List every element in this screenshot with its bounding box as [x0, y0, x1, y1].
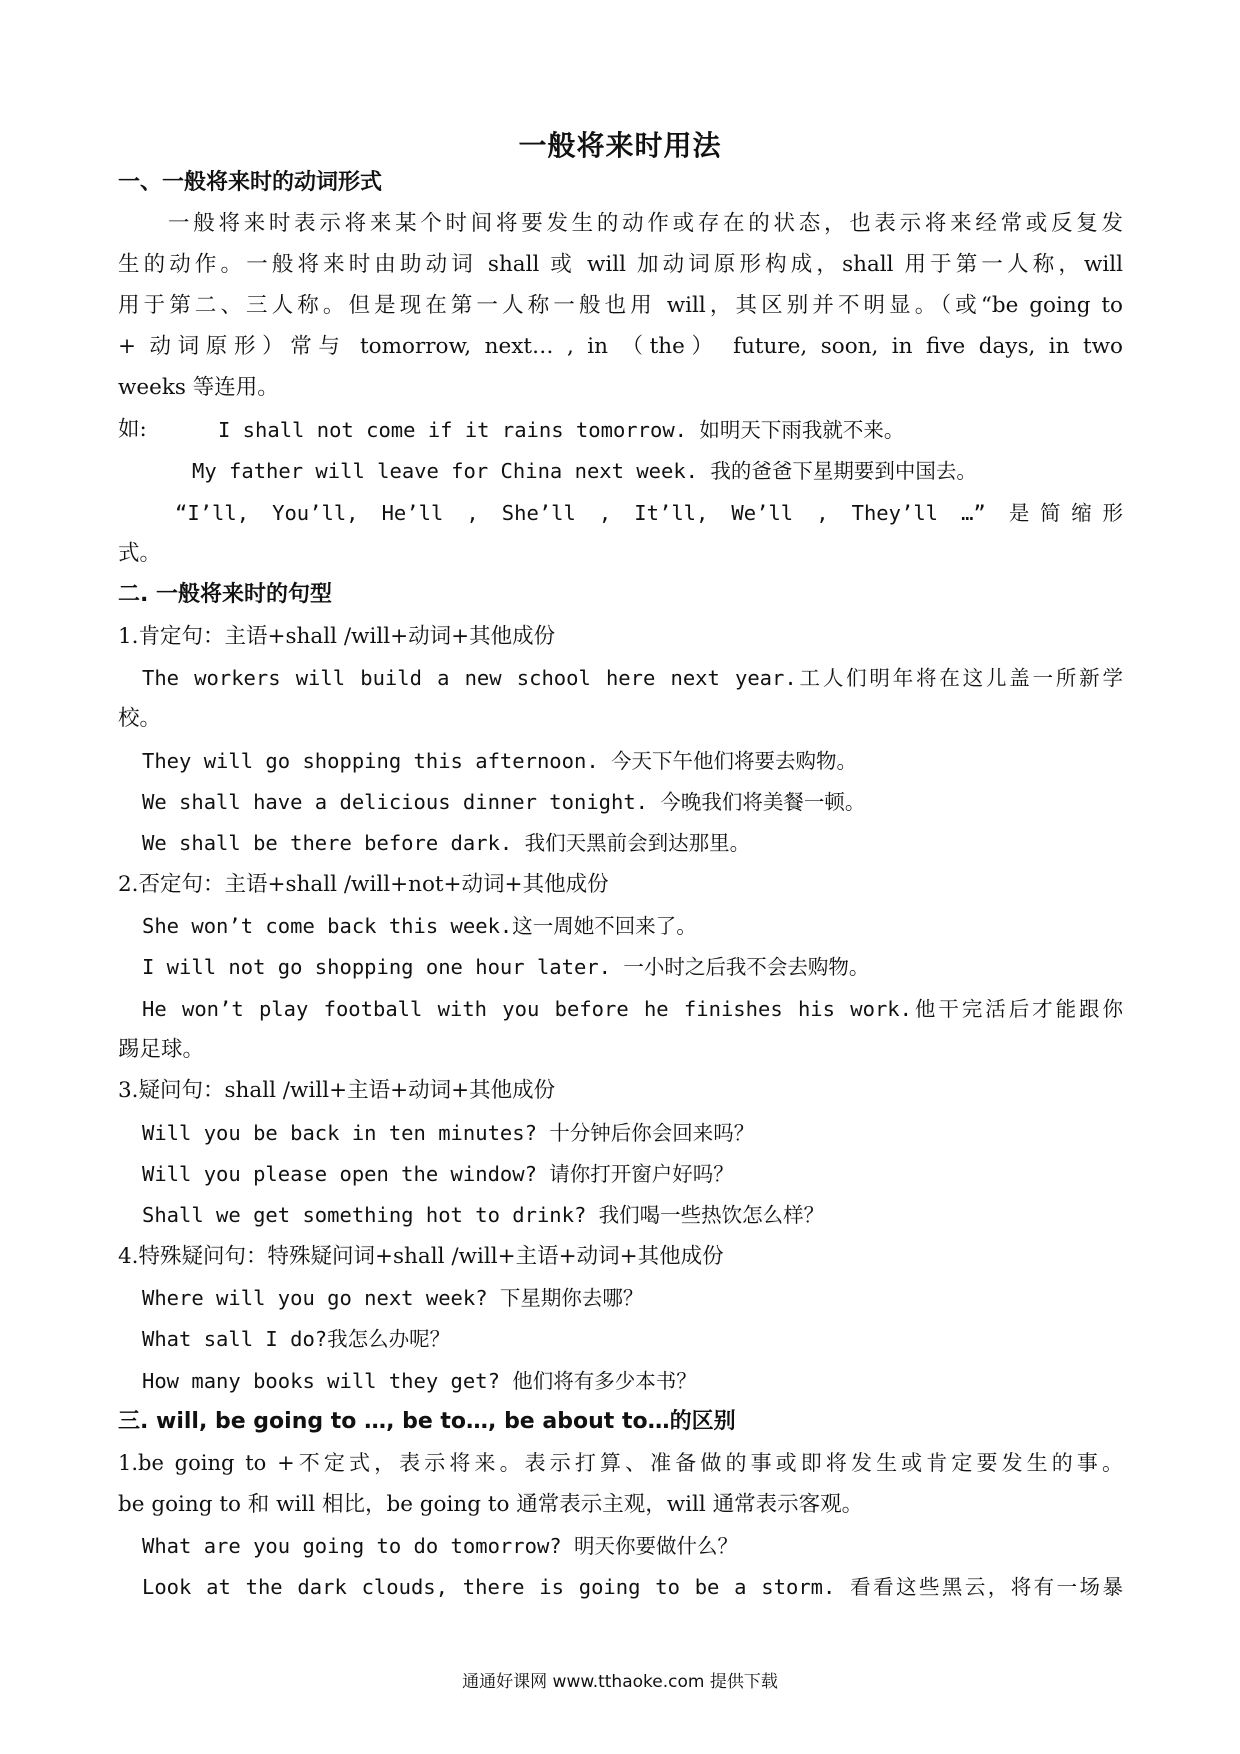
pattern-label: 3.疑问句：shall /will+主语+动词+其他成份 — [118, 1078, 556, 1103]
section-3-heading: 三. will, be going to …, be to…, be about to…的区别 — [118, 1409, 736, 1434]
paragraph-line: + 动词原形）常与 tomorrow, next… , in （the） future, soon, in five days, in two — [118, 334, 1123, 359]
example-label: 如: — [118, 417, 147, 442]
contractions-line: “I’ll, You’ll, He’ll , She’ll , It’ll, We’ll , They’ll …” 是简缩形 — [175, 501, 1123, 525]
page-title: 一般将来时用法 — [518, 129, 722, 162]
paragraph-line: be going to 和 will 相比，be going to 通常表示主观，will 通常表示客观。 — [118, 1492, 864, 1517]
example-sentence: I shall not come if it rains tomorrow. 如明天下雨我就不来。 — [218, 418, 905, 442]
pattern-label: 1.肯定句：主语+shall /will+动词+其他成份 — [118, 624, 556, 649]
example-sentence: He won’t play football with you before he finishes his work.他干完活后才能跟你 — [142, 997, 1123, 1021]
paragraph-line: 1.be going to +不定式，表示将来。表示打算、准备做的事或即将发生或肯定要发生的事。 — [118, 1451, 1123, 1475]
example-sentence: We shall be there before dark. 我们天黑前会到达那里。 — [142, 831, 751, 855]
example-sentence: She won’t come back this week.这一周她不回来了。 — [142, 914, 697, 938]
example-sentence: My father will leave for China next week. 我的爸爸下星期要到中国去。 — [192, 459, 977, 483]
example-sentence: Will you please open the window? 请你打开窗户好吗？ — [142, 1162, 734, 1186]
example-sentence: They will go shopping this afternoon. 今天下午他们将要去购物。 — [142, 749, 857, 773]
example-sentence: 踢足球。 — [118, 1037, 205, 1062]
example-sentence: We shall have a delicious dinner tonight. 今晚我们将美餐一顿。 — [142, 790, 866, 814]
example-sentence: 校。 — [118, 706, 162, 731]
example-sentence: What sall I do?我怎么办呢？ — [142, 1327, 451, 1351]
section-2-heading: 二. 一般将来时的句型 — [118, 582, 333, 607]
footer-credit: 通通好课网 www.tthaoke.com 提供下载 — [462, 1672, 778, 1692]
pattern-label: 4.特殊疑问句：特殊疑问词+shall /will+主语+动词+其他成份 — [118, 1244, 724, 1269]
pattern-label: 2.否定句：主语+shall /will+not+动词+其他成份 — [118, 872, 609, 897]
paragraph-line: 一般将来时表示将来某个时间将要发生的动作或存在的状态，也表示将来经常或反复发 — [168, 211, 1123, 236]
example-sentence: Shall we get something hot to drink? 我们喝一些热饮怎么样？ — [142, 1203, 825, 1227]
example-sentence: Will you be back in ten minutes? 十分钟后你会回来吗？ — [142, 1121, 755, 1145]
example-sentence: The workers will build a new school here next year.工人们明年将在这儿盖一所新学 — [142, 666, 1123, 690]
example-sentence: Where will you go next week? 下星期你去哪？ — [142, 1286, 644, 1310]
section-1-heading: 一、一般将来时的动词形式 — [118, 170, 383, 195]
example-sentence: I will not go shopping one hour later. 一小时之后我不会去购物。 — [142, 955, 870, 979]
contractions-line: 式。 — [118, 541, 162, 566]
example-sentence: How many books will they get? 他们将有多少本书？ — [142, 1369, 697, 1393]
example-sentence: What are you going to do tomorrow? 明天你要做什么？ — [142, 1534, 738, 1558]
paragraph-line: 用于第二、三人称。但是现在第一人称一般也用 will，其区别并不明显。（或“be going to — [118, 293, 1123, 318]
example-sentence: Look at the dark clouds, there is going to be a storm. 看看这些黑云，将有一场暴 — [142, 1575, 1123, 1599]
paragraph-line: 生的动作。一般将来时由助动词 shall 或 will 加动词原形构成，shall 用于第一人称，will — [118, 252, 1123, 277]
paragraph-line: weeks 等连用。 — [118, 375, 279, 400]
